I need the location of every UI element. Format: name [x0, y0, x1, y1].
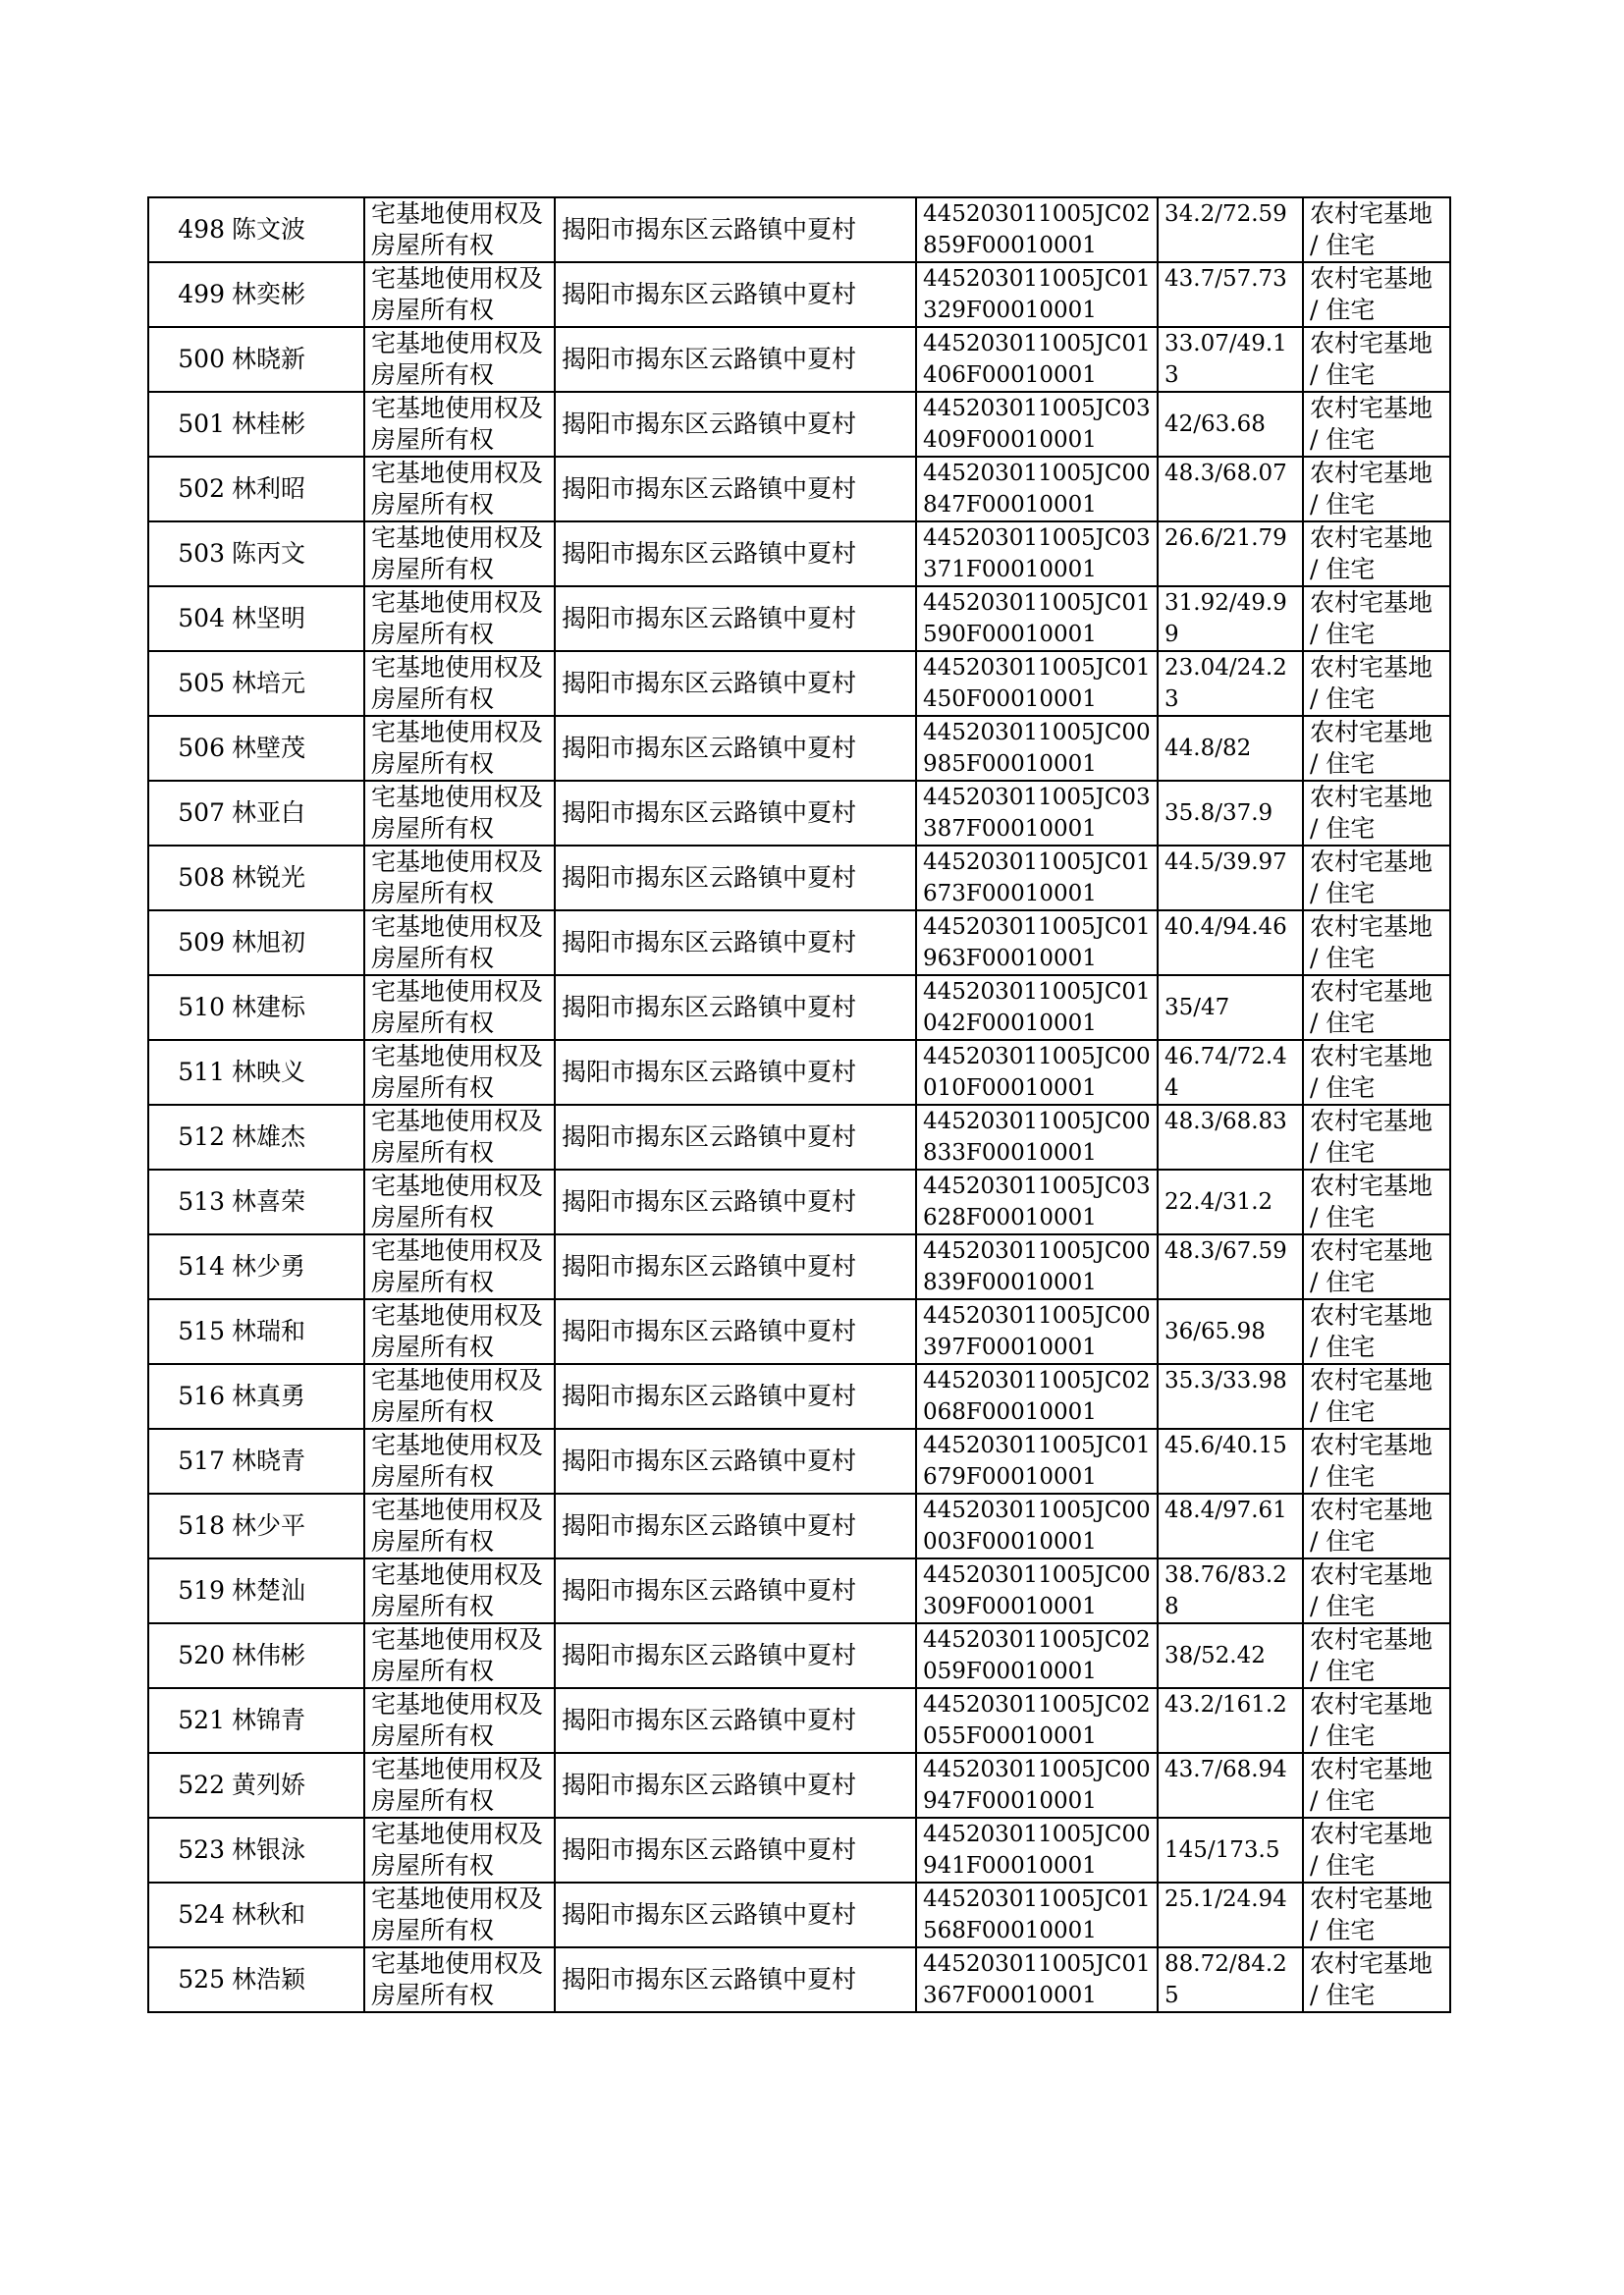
owner-name-cell: 林利昭	[229, 457, 364, 521]
usage-cell: 农村宅基地 / 住宅	[1303, 1947, 1450, 2012]
usage-cell: 农村宅基地 / 住宅	[1303, 781, 1450, 846]
area-cell: 31.92/49.99	[1158, 586, 1303, 651]
owner-name-cell: 林培元	[229, 651, 364, 716]
area-cell: 48.3/67.59	[1158, 1234, 1303, 1299]
right-type-cell: 宅基地使用权及房屋所有权	[364, 1947, 555, 2012]
owner-name-cell: 林映义	[229, 1040, 364, 1105]
owner-name-cell: 林晓青	[229, 1429, 364, 1494]
row-number-cell: 502	[148, 457, 229, 521]
unit-code-cell: 445203011005JC00003F00010001	[916, 1494, 1158, 1558]
area-cell: 35/47	[1158, 975, 1303, 1040]
owner-name-cell: 林浩颖	[229, 1947, 364, 2012]
location-cell: 揭阳市揭东区云路镇中夏村	[555, 457, 916, 521]
unit-code-cell: 445203011005JC00833F00010001	[916, 1105, 1158, 1170]
owner-name-cell: 林雄杰	[229, 1105, 364, 1170]
location-cell: 揭阳市揭东区云路镇中夏村	[555, 781, 916, 846]
right-type-cell: 宅基地使用权及房屋所有权	[364, 262, 555, 327]
area-cell: 23.04/24.23	[1158, 651, 1303, 716]
area-cell: 40.4/94.46	[1158, 910, 1303, 975]
row-number-cell: 503	[148, 521, 229, 586]
usage-cell: 农村宅基地 / 住宅	[1303, 1429, 1450, 1494]
owner-name-cell: 陈文波	[229, 197, 364, 262]
usage-cell: 农村宅基地 / 住宅	[1303, 1299, 1450, 1364]
unit-code-cell: 445203011005JC01329F00010001	[916, 262, 1158, 327]
area-cell: 26.6/21.79	[1158, 521, 1303, 586]
row-number-cell: 511	[148, 1040, 229, 1105]
unit-code-cell: 445203011005JC00947F00010001	[916, 1753, 1158, 1818]
table-row	[148, 457, 1450, 521]
area-cell: 48.4/97.61	[1158, 1494, 1303, 1558]
right-type-cell: 宅基地使用权及房屋所有权	[364, 781, 555, 846]
usage-cell: 农村宅基地 / 住宅	[1303, 262, 1450, 327]
unit-code-cell: 445203011005JC02059F00010001	[916, 1623, 1158, 1688]
right-type-cell: 宅基地使用权及房屋所有权	[364, 1364, 555, 1429]
owner-name-cell: 林锦青	[229, 1688, 364, 1753]
table-row	[148, 1753, 1450, 1818]
unit-code-cell: 445203011005JC03628F00010001	[916, 1170, 1158, 1234]
table-row	[148, 651, 1450, 716]
owner-name-cell: 林奕彬	[229, 262, 364, 327]
table-row	[148, 327, 1450, 392]
location-cell: 揭阳市揭东区云路镇中夏村	[555, 910, 916, 975]
owner-name-cell: 林秋和	[229, 1883, 364, 1947]
table-body	[148, 197, 1450, 2012]
right-type-cell: 宅基地使用权及房屋所有权	[364, 1040, 555, 1105]
table-row	[148, 910, 1450, 975]
area-cell: 46.74/72.44	[1158, 1040, 1303, 1105]
right-type-cell: 宅基地使用权及房屋所有权	[364, 1299, 555, 1364]
area-cell: 43.2/161.2	[1158, 1688, 1303, 1753]
area-cell: 44.5/39.97	[1158, 846, 1303, 910]
area-cell: 145/173.5	[1158, 1818, 1303, 1883]
table-row	[148, 586, 1450, 651]
unit-code-cell: 445203011005JC03387F00010001	[916, 781, 1158, 846]
row-number-cell: 504	[148, 586, 229, 651]
area-cell: 43.7/57.73	[1158, 262, 1303, 327]
right-type-cell: 宅基地使用权及房屋所有权	[364, 1429, 555, 1494]
owner-name-cell: 林晓新	[229, 327, 364, 392]
usage-cell: 农村宅基地 / 住宅	[1303, 1688, 1450, 1753]
area-cell: 88.72/84.25	[1158, 1947, 1303, 2012]
table-row	[148, 1883, 1450, 1947]
owner-name-cell: 林坚明	[229, 586, 364, 651]
unit-code-cell: 445203011005JC01042F00010001	[916, 975, 1158, 1040]
right-type-cell: 宅基地使用权及房屋所有权	[364, 1753, 555, 1818]
table-row	[148, 1623, 1450, 1688]
unit-code-cell: 445203011005JC00847F00010001	[916, 457, 1158, 521]
area-cell: 48.3/68.83	[1158, 1105, 1303, 1170]
table-row	[148, 1947, 1450, 2012]
location-cell: 揭阳市揭东区云路镇中夏村	[555, 1883, 916, 1947]
location-cell: 揭阳市揭东区云路镇中夏村	[555, 1299, 916, 1364]
right-type-cell: 宅基地使用权及房屋所有权	[364, 1818, 555, 1883]
area-cell: 36/65.98	[1158, 1299, 1303, 1364]
right-type-cell: 宅基地使用权及房屋所有权	[364, 1688, 555, 1753]
area-cell: 43.7/68.94	[1158, 1753, 1303, 1818]
location-cell: 揭阳市揭东区云路镇中夏村	[555, 327, 916, 392]
unit-code-cell: 445203011005JC01673F00010001	[916, 846, 1158, 910]
right-type-cell: 宅基地使用权及房屋所有权	[364, 1558, 555, 1623]
row-number-cell: 525	[148, 1947, 229, 2012]
row-number-cell: 506	[148, 716, 229, 781]
owner-name-cell: 林桂彬	[229, 392, 364, 457]
row-number-cell: 519	[148, 1558, 229, 1623]
unit-code-cell: 445203011005JC01450F00010001	[916, 651, 1158, 716]
right-type-cell: 宅基地使用权及房屋所有权	[364, 716, 555, 781]
usage-cell: 农村宅基地 / 住宅	[1303, 1753, 1450, 1818]
row-number-cell: 524	[148, 1883, 229, 1947]
usage-cell: 农村宅基地 / 住宅	[1303, 392, 1450, 457]
unit-code-cell: 445203011005JC03371F00010001	[916, 521, 1158, 586]
right-type-cell: 宅基地使用权及房屋所有权	[364, 521, 555, 586]
location-cell: 揭阳市揭东区云路镇中夏村	[555, 1818, 916, 1883]
location-cell: 揭阳市揭东区云路镇中夏村	[555, 846, 916, 910]
location-cell: 揭阳市揭东区云路镇中夏村	[555, 716, 916, 781]
row-number-cell: 520	[148, 1623, 229, 1688]
row-number-cell: 510	[148, 975, 229, 1040]
owner-name-cell: 陈丙文	[229, 521, 364, 586]
row-number-cell: 516	[148, 1364, 229, 1429]
usage-cell: 农村宅基地 / 住宅	[1303, 1170, 1450, 1234]
unit-code-cell: 445203011005JC01963F00010001	[916, 910, 1158, 975]
unit-code-cell: 445203011005JC00985F00010001	[916, 716, 1158, 781]
row-number-cell: 523	[148, 1818, 229, 1883]
right-type-cell: 宅基地使用权及房屋所有权	[364, 975, 555, 1040]
usage-cell: 农村宅基地 / 住宅	[1303, 327, 1450, 392]
location-cell: 揭阳市揭东区云路镇中夏村	[555, 1558, 916, 1623]
unit-code-cell: 445203011005JC00397F00010001	[916, 1299, 1158, 1364]
usage-cell: 农村宅基地 / 住宅	[1303, 716, 1450, 781]
right-type-cell: 宅基地使用权及房屋所有权	[364, 197, 555, 262]
table-row	[148, 1688, 1450, 1753]
unit-code-cell: 445203011005JC02055F00010001	[916, 1688, 1158, 1753]
usage-cell: 农村宅基地 / 住宅	[1303, 1883, 1450, 1947]
unit-code-cell: 445203011005JC01679F00010001	[916, 1429, 1158, 1494]
location-cell: 揭阳市揭东区云路镇中夏村	[555, 1105, 916, 1170]
area-cell: 38/52.42	[1158, 1623, 1303, 1688]
row-number-cell: 521	[148, 1688, 229, 1753]
table-row	[148, 846, 1450, 910]
area-cell: 22.4/31.2	[1158, 1170, 1303, 1234]
area-cell: 48.3/68.07	[1158, 457, 1303, 521]
area-cell: 44.8/82	[1158, 716, 1303, 781]
right-type-cell: 宅基地使用权及房屋所有权	[364, 1623, 555, 1688]
owner-name-cell: 林旭初	[229, 910, 364, 975]
owner-name-cell: 林伟彬	[229, 1623, 364, 1688]
row-number-cell: 498	[148, 197, 229, 262]
area-cell: 42/63.68	[1158, 392, 1303, 457]
usage-cell: 农村宅基地 / 住宅	[1303, 1364, 1450, 1429]
row-number-cell: 500	[148, 327, 229, 392]
unit-code-cell: 445203011005JC02068F00010001	[916, 1364, 1158, 1429]
usage-cell: 农村宅基地 / 住宅	[1303, 1818, 1450, 1883]
right-type-cell: 宅基地使用权及房屋所有权	[364, 910, 555, 975]
usage-cell: 农村宅基地 / 住宅	[1303, 846, 1450, 910]
right-type-cell: 宅基地使用权及房屋所有权	[364, 457, 555, 521]
row-number-cell: 505	[148, 651, 229, 716]
table-row	[148, 716, 1450, 781]
unit-code-cell: 445203011005JC01406F00010001	[916, 327, 1158, 392]
owner-name-cell: 黄列娇	[229, 1753, 364, 1818]
unit-code-cell: 445203011005JC01367F00010001	[916, 1947, 1158, 2012]
owner-name-cell: 林锐光	[229, 846, 364, 910]
location-cell: 揭阳市揭东区云路镇中夏村	[555, 1753, 916, 1818]
usage-cell: 农村宅基地 / 住宅	[1303, 197, 1450, 262]
location-cell: 揭阳市揭东区云路镇中夏村	[555, 1429, 916, 1494]
location-cell: 揭阳市揭东区云路镇中夏村	[555, 1040, 916, 1105]
location-cell: 揭阳市揭东区云路镇中夏村	[555, 1170, 916, 1234]
usage-cell: 农村宅基地 / 住宅	[1303, 1040, 1450, 1105]
usage-cell: 农村宅基地 / 住宅	[1303, 910, 1450, 975]
row-number-cell: 515	[148, 1299, 229, 1364]
row-number-cell: 517	[148, 1429, 229, 1494]
row-number-cell: 501	[148, 392, 229, 457]
owner-name-cell: 林少勇	[229, 1234, 364, 1299]
location-cell: 揭阳市揭东区云路镇中夏村	[555, 392, 916, 457]
row-number-cell: 512	[148, 1105, 229, 1170]
area-cell: 34.2/72.59	[1158, 197, 1303, 262]
location-cell: 揭阳市揭东区云路镇中夏村	[555, 1623, 916, 1688]
location-cell: 揭阳市揭东区云路镇中夏村	[555, 1947, 916, 2012]
location-cell: 揭阳市揭东区云路镇中夏村	[555, 1494, 916, 1558]
table-row	[148, 1105, 1450, 1170]
location-cell: 揭阳市揭东区云路镇中夏村	[555, 586, 916, 651]
table-row	[148, 1364, 1450, 1429]
usage-cell: 农村宅基地 / 住宅	[1303, 457, 1450, 521]
location-cell: 揭阳市揭东区云路镇中夏村	[555, 521, 916, 586]
table-row	[148, 392, 1450, 457]
location-cell: 揭阳市揭东区云路镇中夏村	[555, 1234, 916, 1299]
table-row	[148, 975, 1450, 1040]
table-row	[148, 781, 1450, 846]
usage-cell: 农村宅基地 / 住宅	[1303, 1494, 1450, 1558]
owner-name-cell: 林真勇	[229, 1364, 364, 1429]
area-cell: 45.6/40.15	[1158, 1429, 1303, 1494]
location-cell: 揭阳市揭东区云路镇中夏村	[555, 1364, 916, 1429]
usage-cell: 农村宅基地 / 住宅	[1303, 521, 1450, 586]
unit-code-cell: 445203011005JC00941F00010001	[916, 1818, 1158, 1883]
unit-code-cell: 445203011005JC01568F00010001	[916, 1883, 1158, 1947]
table-row	[148, 1040, 1450, 1105]
owner-name-cell: 林银泳	[229, 1818, 364, 1883]
row-number-cell: 508	[148, 846, 229, 910]
owner-name-cell: 林喜荣	[229, 1170, 364, 1234]
area-cell: 38.76/83.28	[1158, 1558, 1303, 1623]
usage-cell: 农村宅基地 / 住宅	[1303, 1105, 1450, 1170]
unit-code-cell: 445203011005JC00010F00010001	[916, 1040, 1158, 1105]
location-cell: 揭阳市揭东区云路镇中夏村	[555, 197, 916, 262]
area-cell: 35.8/37.9	[1158, 781, 1303, 846]
unit-code-cell: 445203011005JC00839F00010001	[916, 1234, 1158, 1299]
table-row	[148, 1494, 1450, 1558]
area-cell: 33.07/49.13	[1158, 327, 1303, 392]
usage-cell: 农村宅基地 / 住宅	[1303, 1558, 1450, 1623]
row-number-cell: 514	[148, 1234, 229, 1299]
area-cell: 35.3/33.98	[1158, 1364, 1303, 1429]
right-type-cell: 宅基地使用权及房屋所有权	[364, 327, 555, 392]
unit-code-cell: 445203011005JC01590F00010001	[916, 586, 1158, 651]
right-type-cell: 宅基地使用权及房屋所有权	[364, 392, 555, 457]
area-cell: 25.1/24.94	[1158, 1883, 1303, 1947]
row-number-cell: 507	[148, 781, 229, 846]
owner-name-cell: 林亚白	[229, 781, 364, 846]
location-cell: 揭阳市揭东区云路镇中夏村	[555, 262, 916, 327]
right-type-cell: 宅基地使用权及房屋所有权	[364, 1170, 555, 1234]
table-row	[148, 521, 1450, 586]
table-row	[148, 262, 1450, 327]
row-number-cell: 509	[148, 910, 229, 975]
location-cell: 揭阳市揭东区云路镇中夏村	[555, 651, 916, 716]
unit-code-cell: 445203011005JC03409F00010001	[916, 392, 1158, 457]
table-row	[148, 197, 1450, 262]
unit-code-cell: 445203011005JC02859F00010001	[916, 197, 1158, 262]
table-row	[148, 1170, 1450, 1234]
usage-cell: 农村宅基地 / 住宅	[1303, 651, 1450, 716]
right-type-cell: 宅基地使用权及房屋所有权	[364, 1105, 555, 1170]
registration-table	[147, 196, 1451, 2013]
right-type-cell: 宅基地使用权及房屋所有权	[364, 1234, 555, 1299]
right-type-cell: 宅基地使用权及房屋所有权	[364, 651, 555, 716]
row-number-cell: 522	[148, 1753, 229, 1818]
table-row	[148, 1558, 1450, 1623]
table-row	[148, 1234, 1450, 1299]
usage-cell: 农村宅基地 / 住宅	[1303, 1623, 1450, 1688]
usage-cell: 农村宅基地 / 住宅	[1303, 975, 1450, 1040]
row-number-cell: 518	[148, 1494, 229, 1558]
table-row	[148, 1429, 1450, 1494]
row-number-cell: 499	[148, 262, 229, 327]
usage-cell: 农村宅基地 / 住宅	[1303, 1234, 1450, 1299]
right-type-cell: 宅基地使用权及房屋所有权	[364, 1494, 555, 1558]
owner-name-cell: 林壁茂	[229, 716, 364, 781]
location-cell: 揭阳市揭东区云路镇中夏村	[555, 975, 916, 1040]
right-type-cell: 宅基地使用权及房屋所有权	[364, 846, 555, 910]
location-cell: 揭阳市揭东区云路镇中夏村	[555, 1688, 916, 1753]
right-type-cell: 宅基地使用权及房屋所有权	[364, 1883, 555, 1947]
table-row	[148, 1818, 1450, 1883]
table-row	[148, 1299, 1450, 1364]
owner-name-cell: 林少平	[229, 1494, 364, 1558]
unit-code-cell: 445203011005JC00309F00010001	[916, 1558, 1158, 1623]
right-type-cell: 宅基地使用权及房屋所有权	[364, 586, 555, 651]
owner-name-cell: 林楚汕	[229, 1558, 364, 1623]
row-number-cell: 513	[148, 1170, 229, 1234]
owner-name-cell: 林瑞和	[229, 1299, 364, 1364]
usage-cell: 农村宅基地 / 住宅	[1303, 586, 1450, 651]
owner-name-cell: 林建标	[229, 975, 364, 1040]
